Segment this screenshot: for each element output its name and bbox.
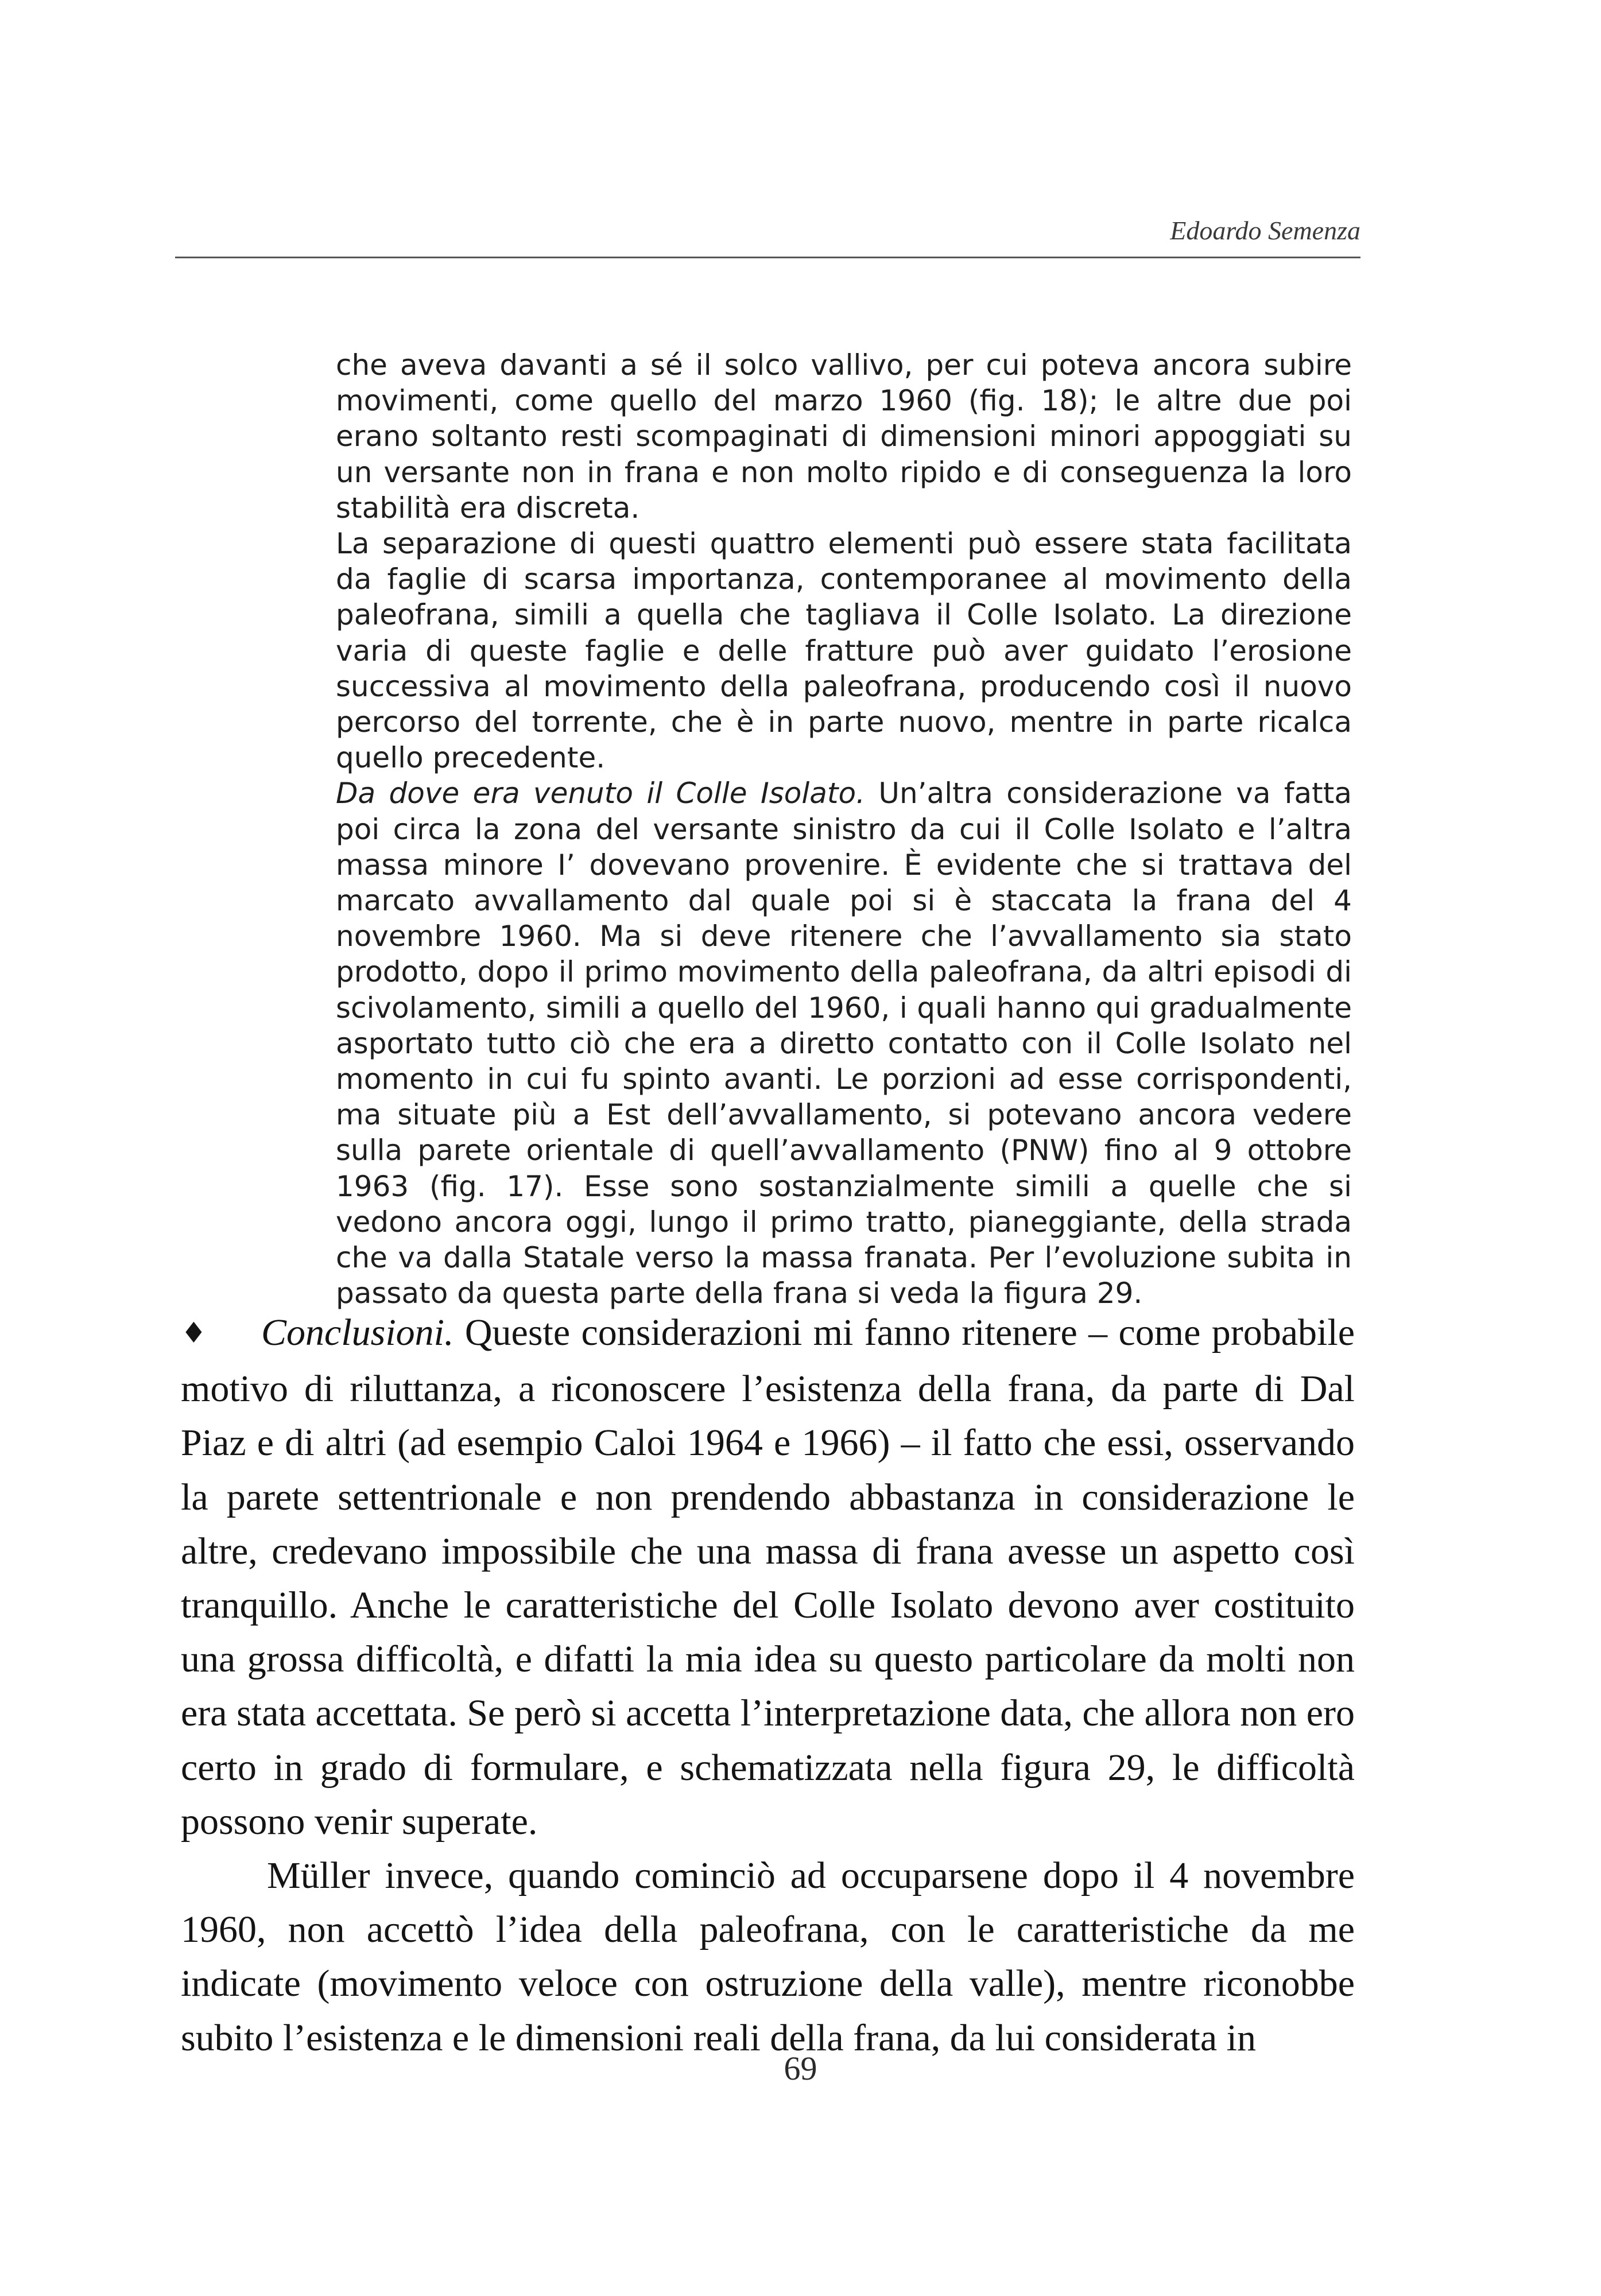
body-paragraph xyxy=(336,347,1352,526)
paragraph-text: La separazione di questi quattro elementi può essere stata facilitata da faglie di scarsa importanza, contemporanee al movimento della paleofrana, simili a quella che tagliava il Colle Isolato. La direzione varia di queste faglie e delle fratture può aver guidato l’erosione successiva al movimento della paleofrana, producendo così il nuovo percorso del torrente, che è in parte nuovo, mentre in parte ricalca quello precedente. xyxy=(336,527,1352,775)
page-number: 69 xyxy=(784,2050,817,2087)
paragraph-text: Queste considerazioni mi fanno ritenere – come probabile motivo di riluttanza, a riconoscere l’esistenza della frana, da parte di Dal Piaz e di altri (ad esempio Caloi 1964 e 1966) – il fatto che essi, osservando la parete settentrionale e non prendendo abbastanza in considerazione le altre, credevano impossibile che una massa di frana avesse un aspetto così tranquillo. Anche le caratteristiche del Colle Isolato devono aver costituito una grossa difficoltà, e difatti la mia idea su questo particolare da molti non era stata accettata. Se però si accetta l’interpretazione data, che allora non ero certo in grado di formulare, e schematizzata nella figura 29, le difficoltà possono venir superate. xyxy=(181,1312,1355,1843)
paragraph-text: che aveva davanti a sé il solco vallivo, per cui poteva ancora subire movimenti, come quello del marzo 1960 (fig. 18); le altre due poi erano soltanto resti scompaginati di dimensioni minori appoggiati su un versante non in frana e non molto ripido e di conseguenza la loro stabilità era discreta. xyxy=(336,348,1352,525)
running-head xyxy=(175,204,1360,258)
body-paragraph xyxy=(336,775,1352,1311)
paragraph-run-in-heading: Conclusioni. xyxy=(261,1312,454,1353)
serif-text-section xyxy=(181,1306,1355,2065)
header-rule xyxy=(175,257,1360,258)
paragraph-run-in-heading: Da dove era venuto il Colle Isolato. xyxy=(336,777,865,810)
paragraph-text: Müller invece, quando cominciò ad occuparsene dopo il 4 novembre 1960, non accettò l’idea della paleofrana, con le caratteristiche da me indicate (movimento veloce con ostruzione della valle), mentre riconobbe subito l’esistenza e le dimensioni reali della frana, da lui considerata in xyxy=(181,1855,1355,2059)
paragraph-text: Un’altra considerazione va fatta poi circa la zona del versante sinistro da cui il Colle Isolato e l’altra massa minore I’ dovevano provenire. È evidente che si trattava del marcato avvallamento dal quale poi si è staccata la frana del 4 novembre 1960. Ma si deve ritenere che l’avvallamento sia stato prodotto, dopo il primo movimento della paleofrana, da altri episodi di scivolamento, simili a quello del 1960, i quali hanno qui gradualmente asportato tutto ciò che era a diretto contatto con il Colle Isolato nel momento in cui fu spinto avanti. Le porzioni ad esse corrispondenti, ma situate più a Est dell’avvallamento, si potevano ancora vedere sulla parete orientale di quell’avvallamento (PNW) fino al 9 ottobre 1963 (fig. 17). Esse sono sostanzialmente simili a quelle che si vedono ancora oggi, lungo il primo tratto, pianeggiante, della strada che va dalla Statale verso la massa franata. Per l’evoluzione subita in passato da questa parte della frana si veda la figura 29. xyxy=(336,777,1352,1310)
body-paragraph xyxy=(181,1849,1355,2065)
body-paragraph xyxy=(336,526,1352,775)
diamond-bullet-icon: ♦ xyxy=(181,1316,207,1349)
sans-text-section xyxy=(336,347,1352,1311)
running-head-author: Edoardo Semenza xyxy=(1170,216,1360,245)
body-paragraph xyxy=(181,1306,1355,1849)
